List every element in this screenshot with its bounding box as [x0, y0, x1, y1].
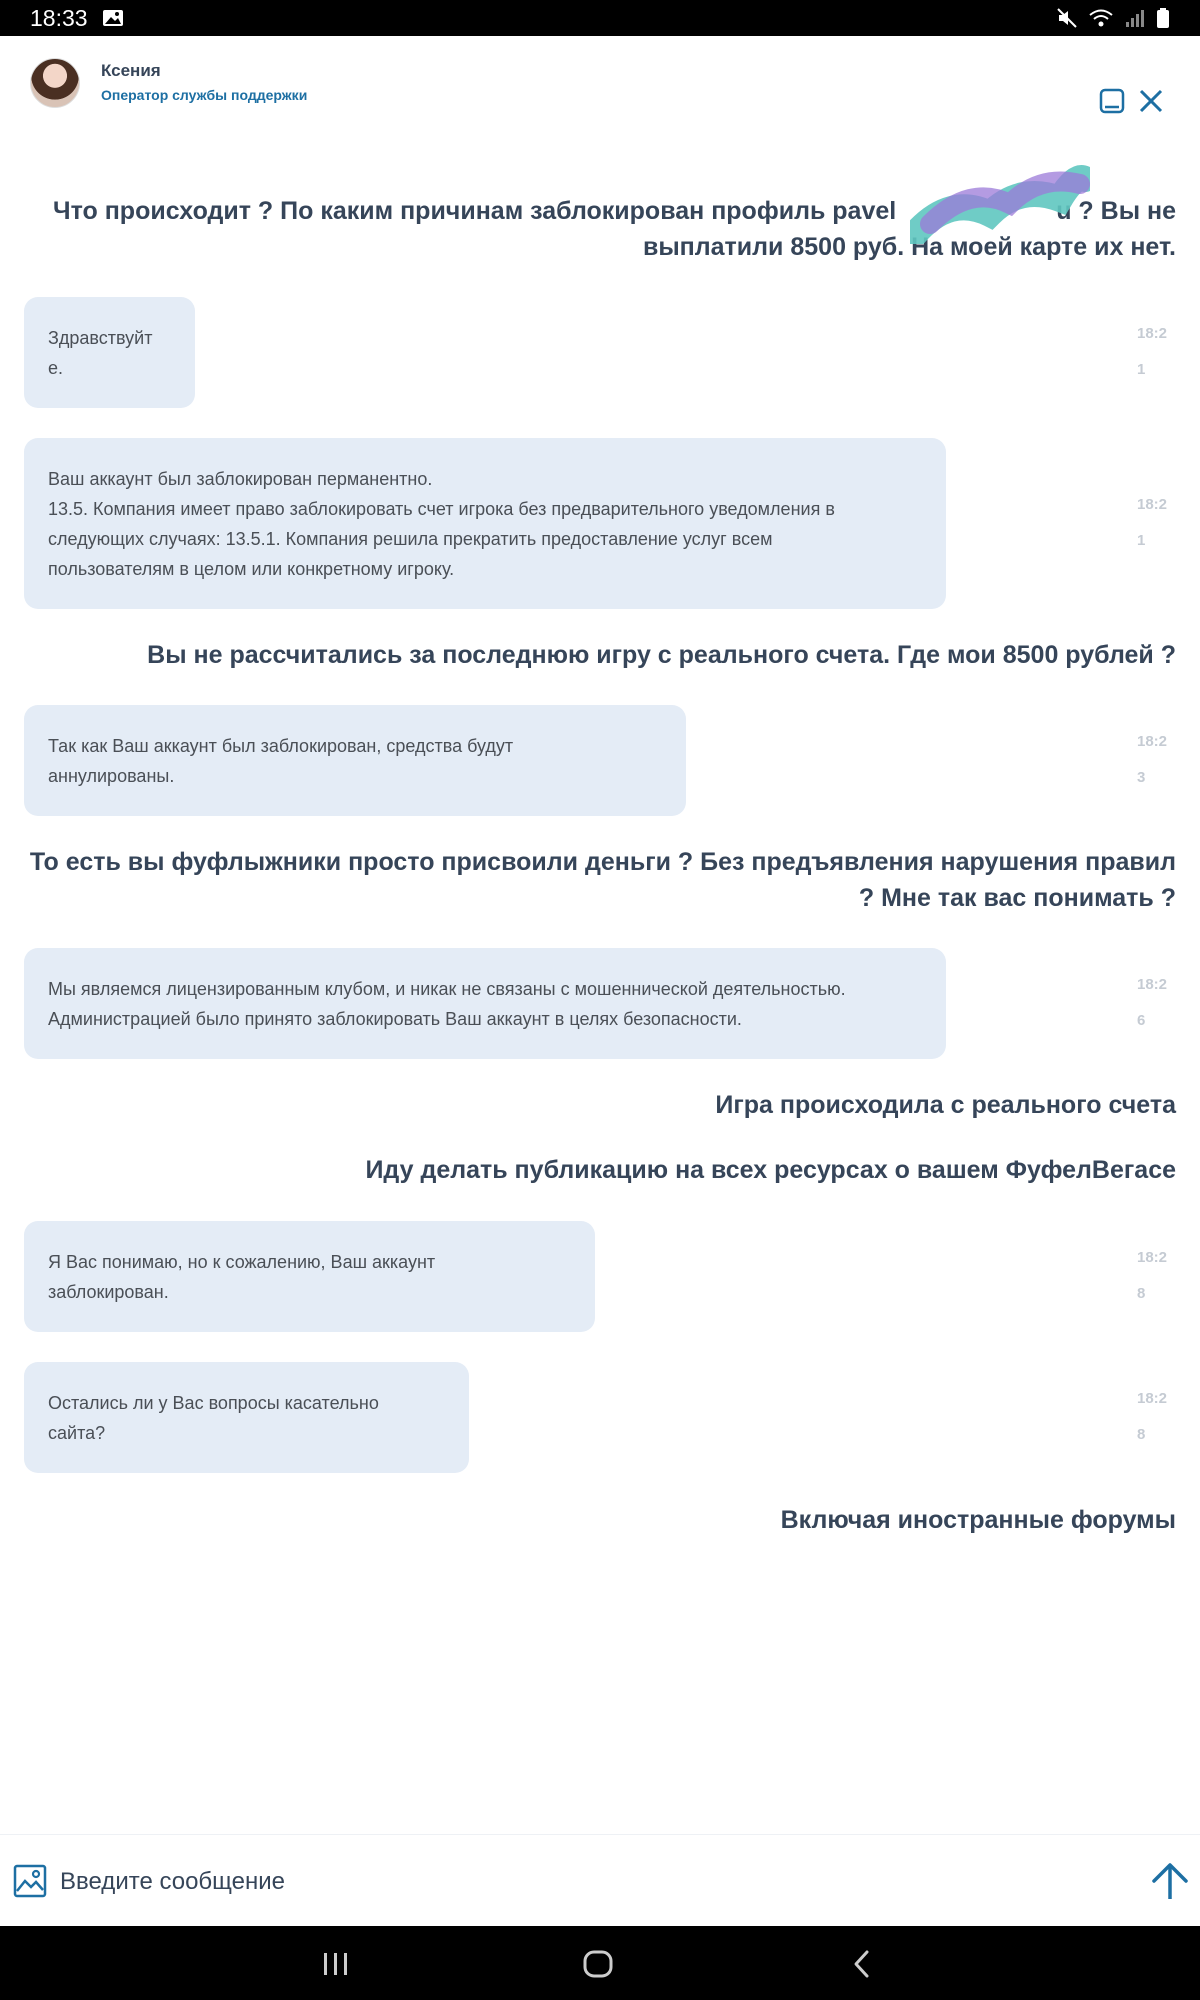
message-line: u ? Вы не	[1056, 197, 1176, 225]
message-time: 18:23	[1137, 733, 1168, 786]
system-nav-bar	[0, 1926, 1200, 2000]
message-line: Включая иностранные форумы	[780, 1506, 1176, 1534]
image-icon[interactable]	[12, 1863, 48, 1899]
message-line: выплатили 8500 руб. На моей карте их нет.	[642, 233, 1176, 261]
message-line: сайта?	[48, 1423, 106, 1443]
user-message	[30, 844, 1176, 916]
message-line: Администрацией было принято заблокировать Ваш аккаунт в целях безопасности.	[48, 1009, 742, 1029]
message-line: ? Мне так вас понимать ?	[858, 884, 1176, 912]
user-message	[781, 1502, 1176, 1538]
message-line: Здравствуйт	[48, 328, 153, 348]
avatar	[30, 58, 80, 108]
redaction-scribble	[910, 164, 1090, 244]
user-message	[365, 1152, 1176, 1188]
message-line: Иду делать публикацию на всех ресурсах о вашем ФуфелВегасе	[365, 1156, 1176, 1184]
message-time: 18:28	[1137, 1249, 1168, 1302]
send-arrow-icon[interactable]	[1150, 1861, 1190, 1901]
operator-name: Ксения	[101, 61, 161, 80]
message-line: Ваш аккаунт был заблокирован перманентно.	[48, 469, 433, 489]
close-icon[interactable]	[1136, 86, 1166, 116]
status-bar	[0, 0, 1200, 36]
chat-header	[0, 36, 1200, 146]
back-icon[interactable]	[842, 1944, 882, 1984]
message-time: 18:21	[1137, 325, 1168, 378]
message-time: 18:26	[1137, 976, 1168, 1029]
message-line: То есть вы фуфлыжники просто присвоили деньги ? Без предъявления нарушения правил	[29, 848, 1176, 876]
message-line: 13.5. Компания имеет право заблокировать счет игрока без предварительного уведомления в	[48, 499, 835, 519]
operator-message	[24, 1362, 469, 1473]
operator-message	[24, 438, 946, 609]
message-line: Так как Ваш аккаунт был заблокирован, средства будут	[48, 736, 514, 756]
message-line: Остались ли у Вас вопросы касательно	[48, 1393, 379, 1413]
message-line: Игра происходила с реального счета	[715, 1091, 1176, 1119]
gallery-icon	[102, 8, 124, 28]
home-icon[interactable]	[578, 1944, 618, 1984]
message-line: пользователям в целом или конкретному игроку.	[48, 559, 455, 579]
message-line: следующих случаях: 13.5.1. Компания решила прекратить предоставление услуг всем	[48, 529, 773, 549]
wifi-icon	[1088, 7, 1114, 29]
message-line: Я Вас понимаю, но к сожалению, Ваш аккаунт	[48, 1252, 436, 1272]
message-line: заблокирован.	[48, 1282, 169, 1302]
message-line: аннулированы.	[48, 766, 175, 786]
operator-message	[24, 705, 686, 816]
status-time: 18:33	[30, 4, 88, 31]
minimize-icon[interactable]	[1097, 86, 1127, 116]
recent-apps-icon[interactable]	[316, 1944, 356, 1984]
mute-icon	[1056, 7, 1078, 29]
message-line: Что происходит ? По каким причинам заблокирован профиль pavel	[53, 197, 897, 225]
battery-icon	[1156, 7, 1170, 29]
message-line: е.	[48, 358, 64, 378]
user-message	[147, 637, 1176, 673]
message-line: Мы являемся лицензированным клубом, и никак не связаны с мошеннической деятельностью.	[48, 979, 846, 999]
signal-icon	[1124, 7, 1146, 29]
user-message	[715, 1087, 1176, 1123]
operator-message	[24, 297, 195, 408]
message-input[interactable]	[58, 1855, 1062, 1909]
message-time: 18:21	[1137, 496, 1168, 549]
operator-role: Оператор службы поддержки	[101, 87, 308, 103]
operator-message	[24, 1221, 595, 1332]
operator-message	[24, 948, 946, 1059]
message-input-bar	[0, 1834, 1200, 1927]
message-time: 18:28	[1137, 1390, 1168, 1443]
message-line: Вы не рассчитались за последнюю игру с реального счета. Где мои 8500 рублей ?	[147, 641, 1176, 669]
